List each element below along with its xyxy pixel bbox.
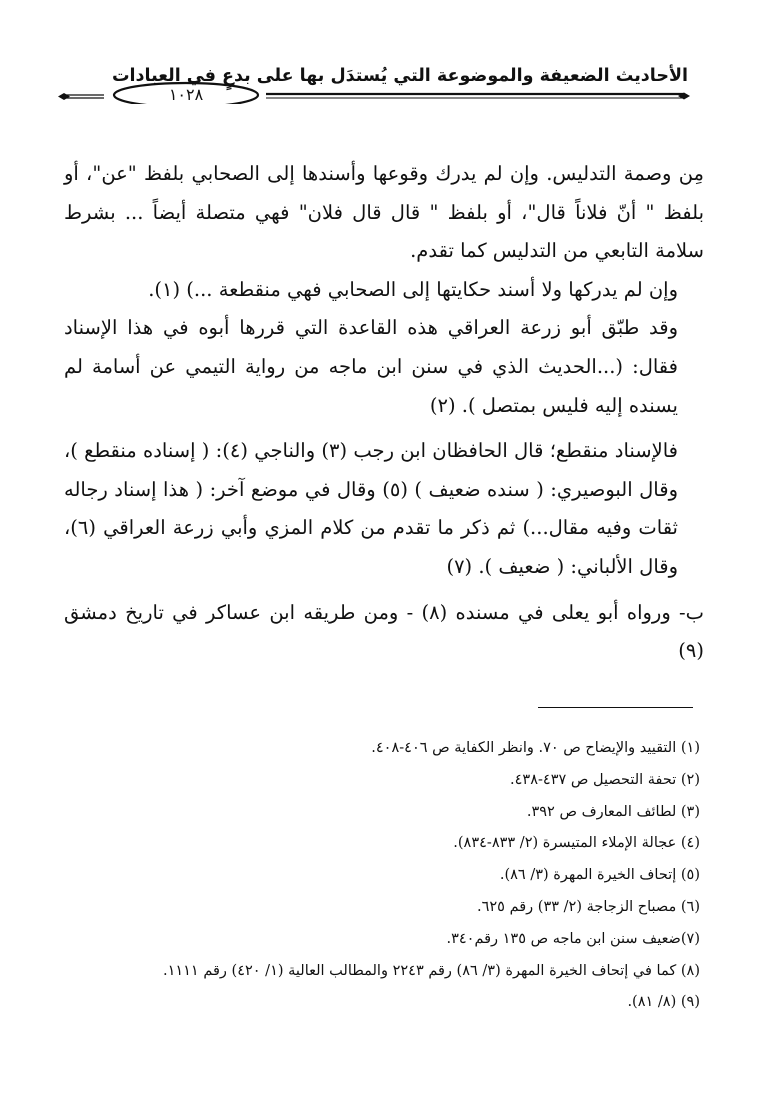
diamond-left-icon xyxy=(58,93,70,100)
footnote: (٦) مصباح الزجاجة (٢/ ٣٣) رقم ٦٢٥. xyxy=(477,898,700,915)
footnote: (٢) تحفة التحصيل ص ٤٣٧-٤٣٨. xyxy=(510,771,700,788)
paragraph: فالإسناد منقطع؛ قال الحافظان ابن رجب (٣) والناجي (٤): ( إسناده منقطع )، وقال البوصيري: ( سنده ضعيف ) (٥) وقال في موضع آخر: ( هذا إسناد رجاله ثقات وفيه مقال...) ثم ذكر ما تقدم من كلام المزي وأبي زرعة العراقي (٦)، وقال الألباني: ( ضعيف ). (٧) xyxy=(64,439,678,578)
page-number: ١٠٢٨ xyxy=(168,85,204,104)
footnotes xyxy=(60,733,700,1019)
running-header xyxy=(58,64,690,104)
paragraph: وقد طبّق أبو زرعة العراقي هذه القاعدة التي قررها أبوه في هذا الإسناد فقال: (...الحديث الذي في سنن ابن ماجه من رواية التيمي عن أسامة لم يسنده إليه فليس بمتصل ). (٢) xyxy=(64,316,678,417)
footnote: (٤) عجالة الإملاء المتيسرة (٢/ ٨٣٣-٨٣٤). xyxy=(453,835,700,852)
paragraph: ب- ورواه أبو يعلى في مسنده (٨) - ومن طريقه ابن عساكر في تاريخ دمشق (٩) xyxy=(64,600,705,663)
header-title: الأحاديث الضعيفة والموضوعة التي يُستدَل بها على بدعٍ في العبادات xyxy=(111,66,688,86)
footnote-separator xyxy=(538,707,693,708)
footnote: (٧)ضعيف سنن ابن ماجه ص ١٣٥ رقم٣٤٠. xyxy=(446,930,700,947)
footnote: (٥) إتحاف الخيرة المهرة (٣/ ٨٦). xyxy=(499,867,700,884)
footnote: (٣) لطائف المعارف ص ٣٩٢. xyxy=(526,803,700,820)
main-text xyxy=(64,155,704,671)
footnote: (٩) (٨/ ٨١). xyxy=(627,994,700,1011)
paragraph: وإن لم يدركها ولا أسند حكايتها إلى الصحابي فهي منقطعة ...) (١). xyxy=(148,277,678,301)
footnote: (٨) كما في إتحاف الخيرة المهرة (٣/ ٨٦) رقم ٢٢٤٣ والمطالب العالية (١/ ٤٢٠) رقم ١١١١. xyxy=(162,962,700,979)
footnote: (١) التقييد والإيضاح ص ٧٠. وانظر الكفاية ص ٤٠٦-٤٠٨. xyxy=(371,740,700,756)
paragraph: مِن وصمة التدليس. وإن لم يدرك وقوعها وأسندها إلى الصحابي بلفظ "عن"، أو بلفظ " أنّ فلاناً قال"، أو بلفظ " قال قال فلان" فهي متصلة أيضاً ... بشرط سلامة التابعي من التدليس كما تقدم. xyxy=(64,162,704,263)
